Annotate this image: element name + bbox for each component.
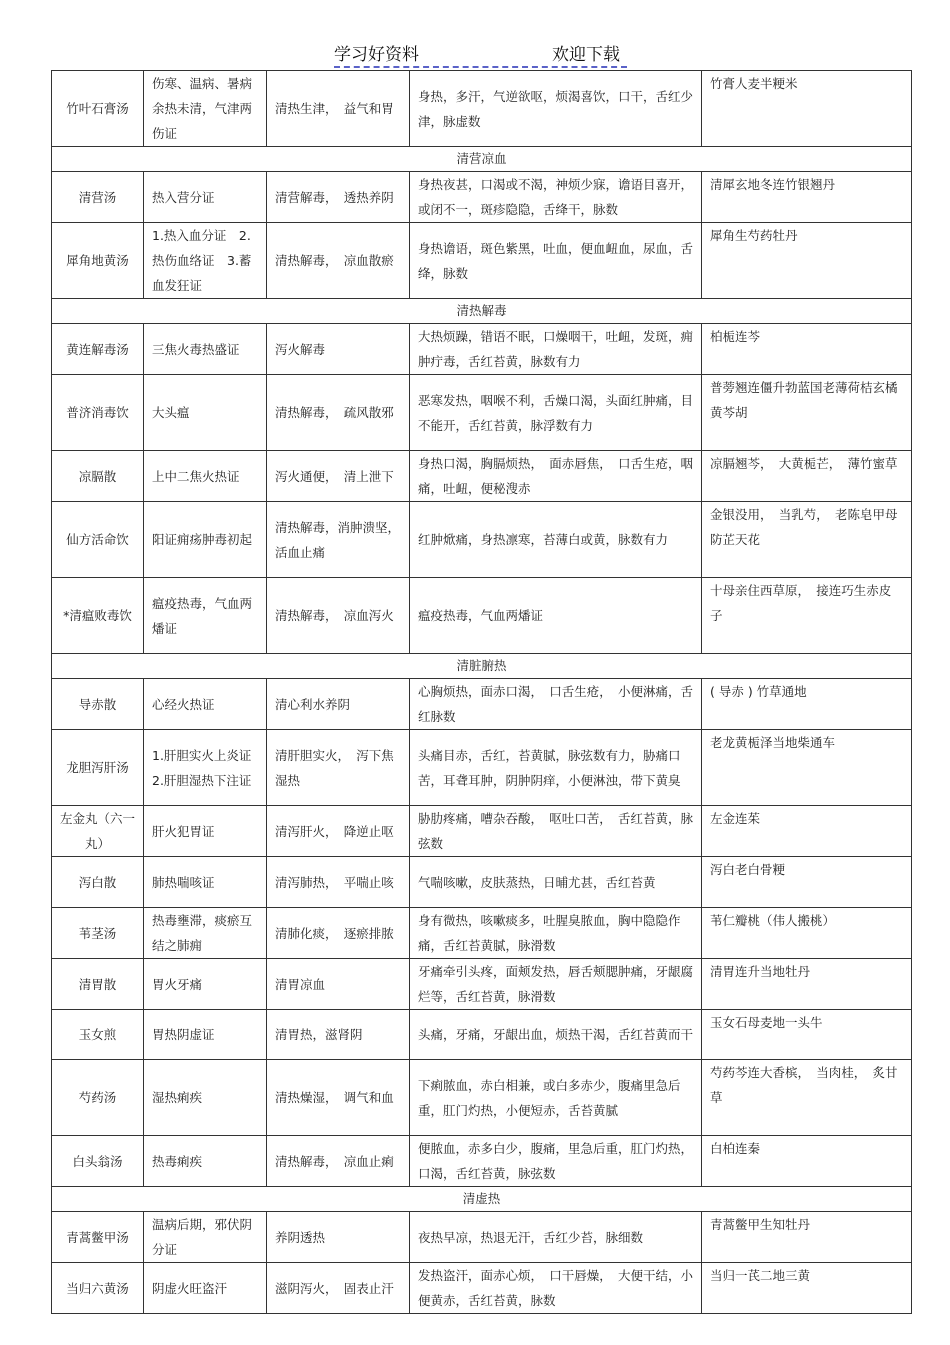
- mnemonic-cell: 十母亲住西草原， 接连巧生赤皮子: [702, 578, 912, 654]
- symptoms-cell: 大热烦躁，错语不眠，口燥咽干，吐衄，发斑，痈肿疔毒，舌红苔黄，脉数有力: [410, 324, 702, 375]
- symptoms-cell: 气喘咳嗽，皮肤蒸热，日晡尤甚，舌红苔黄: [410, 857, 702, 908]
- symptoms-cell: 身热口渴，胸膈烦热， 面赤唇焦， 口舌生疮，咽痛，吐衄，便秘溲赤: [410, 451, 702, 502]
- table-row: [52, 578, 912, 654]
- indication-cell: 胃火牙痛: [144, 959, 267, 1010]
- mnemonic-cell: 当归一芪二地三黄: [702, 1263, 912, 1314]
- formula-name-cell: 犀角地黄汤: [52, 223, 144, 299]
- table-row: [52, 806, 912, 857]
- effect-cell: 养阴透热: [267, 1212, 410, 1263]
- table-row: [52, 1060, 912, 1136]
- mnemonic-cell: 竹膏人麦半粳米: [702, 71, 912, 147]
- symptoms-cell: 身有微热，咳嗽痰多，吐腥臭脓血，胸中隐隐作痛，舌红苔黄腻，脉滑数: [410, 908, 702, 959]
- section-title: 清脏腑热: [52, 654, 912, 679]
- mnemonic-cell: 白柏连秦: [702, 1136, 912, 1187]
- effect-cell: 清泻肺热， 平喘止咳: [267, 857, 410, 908]
- indication-cell: 阳证痈疡肿毒初起: [144, 502, 267, 578]
- formula-name-cell: 黄连解毒汤: [52, 324, 144, 375]
- symptoms-cell: 身热，多汗，气逆欲呕，烦渴喜饮，口干，舌红少津，脉虚数: [410, 71, 702, 147]
- symptoms-cell: 头痛，牙痛，牙龈出血，烦热干渴，舌红苔黄而干: [410, 1010, 702, 1060]
- effect-cell: 泻火通便， 清上泄下: [267, 451, 410, 502]
- indication-cell: 上中二焦火热证: [144, 451, 267, 502]
- mnemonic-cell: ( 导赤 ) 竹草通地: [702, 679, 912, 730]
- indication-cell: 心经火热证: [144, 679, 267, 730]
- mnemonic-cell: 清犀玄地冬连竹银翘丹: [702, 172, 912, 223]
- table-row: [52, 1212, 912, 1263]
- effect-cell: 清胃凉血: [267, 959, 410, 1010]
- mnemonic-cell: 清胃连升当地牡丹: [702, 959, 912, 1010]
- mnemonic-cell: 泻白老白骨粳: [702, 857, 912, 908]
- section-title: 清虚热: [52, 1187, 912, 1212]
- effect-cell: 滋阴泻火， 固表止汗: [267, 1263, 410, 1314]
- formula-name-cell: 白头翁汤: [52, 1136, 144, 1187]
- indication-cell: 三焦火毒热盛证: [144, 324, 267, 375]
- symptoms-cell: 红肿焮痛，身热凛寒，苔薄白或黄，脉数有力: [410, 502, 702, 578]
- effect-cell: 清热生津， 益气和胃: [267, 71, 410, 147]
- mnemonic-cell: 凉膈翘芩， 大黄栀芒， 薄竹蜜草: [702, 451, 912, 502]
- section-row: [52, 299, 912, 324]
- symptoms-cell: 身热夜甚，口渴或不渴，神烦少寐，谵语目喜开，或闭不一，斑疹隐隐，舌绛干，脉数: [410, 172, 702, 223]
- effect-cell: 清肝胆实火， 泻下焦湿热: [267, 730, 410, 806]
- effect-cell: 清肺化痰， 逐瘀排脓: [267, 908, 410, 959]
- mnemonic-cell: 金银没用， 当乳芍， 老陈皂甲母防芷天花: [702, 502, 912, 578]
- indication-cell: 阴虚火旺盗汗: [144, 1263, 267, 1314]
- mnemonic-cell: 青蒿鳖甲生知牡丹: [702, 1212, 912, 1263]
- table-row: [52, 730, 912, 806]
- symptoms-cell: 身热谵语，斑色紫黑，吐血，便血衄血，尿血，舌绛，脉数: [410, 223, 702, 299]
- effect-cell: 清热燥湿， 调气和血: [267, 1060, 410, 1136]
- effect-cell: 清热解毒， 凉血泻火: [267, 578, 410, 654]
- effect-cell: 清营解毒， 透热养阴: [267, 172, 410, 223]
- section-title: 清热解毒: [52, 299, 912, 324]
- symptoms-cell: 头痛目赤，舌红，苔黄腻，脉弦数有力，胁痛口苦，耳聋耳肿，阴肿阴痒，小便淋浊，带下黄臭: [410, 730, 702, 806]
- table-row: [52, 71, 912, 147]
- formula-name-cell: 青蒿鳖甲汤: [52, 1212, 144, 1263]
- effect-cell: 清热解毒， 疏风散邪: [267, 375, 410, 451]
- effect-cell: 清热解毒，消肿溃坚，活血止痛: [267, 502, 410, 578]
- effect-cell: 泻火解毒: [267, 324, 410, 375]
- formula-name-cell: 芍药汤: [52, 1060, 144, 1136]
- table-row: [52, 857, 912, 908]
- formula-name-cell: 当归六黄汤: [52, 1263, 144, 1314]
- effect-cell: 清心利水养阴: [267, 679, 410, 730]
- effect-cell: 清胃热，滋肾阴: [267, 1010, 410, 1060]
- indication-cell: 热毒痢疾: [144, 1136, 267, 1187]
- formula-name-cell: 泻白散: [52, 857, 144, 908]
- indication-cell: 大头瘟: [144, 375, 267, 451]
- formula-name-cell: 苇茎汤: [52, 908, 144, 959]
- formula-name-cell: 普济消毒饮: [52, 375, 144, 451]
- symptoms-cell: 下痢脓血，赤白相兼，或白多赤少，腹痛里急后重，肛门灼热，小便短赤，舌苔黄腻: [410, 1060, 702, 1136]
- symptoms-cell: 恶寒发热，咽喉不利，舌燥口渴，头面红肿痛，目不能开，舌红苔黄，脉浮数有力: [410, 375, 702, 451]
- indication-cell: 瘟疫热毒，气血两燔证: [144, 578, 267, 654]
- formula-name-cell: 玉女煎: [52, 1010, 144, 1060]
- indication-cell: 1.热入血分证 2.热伤血络证 3.蓄血发狂证: [144, 223, 267, 299]
- table-row: [52, 679, 912, 730]
- header-right-text: 欢迎下载: [552, 45, 620, 65]
- indication-cell: 肝火犯胃证: [144, 806, 267, 857]
- indication-cell: 肺热喘咳证: [144, 857, 267, 908]
- symptoms-cell: 牙痛牵引头疼，面颊发热，唇舌颊腮肿痛，牙龈腐烂等，舌红苔黄，脉滑数: [410, 959, 702, 1010]
- indication-cell: 伤寒、温病、暑病余热未清，气津两伤证: [144, 71, 267, 147]
- symptoms-cell: 心胸烦热，面赤口渴， 口舌生疮， 小便淋痛，舌红脉数: [410, 679, 702, 730]
- formula-name-cell: 龙胆泻肝汤: [52, 730, 144, 806]
- effect-cell: 清热解毒， 凉血散瘀: [267, 223, 410, 299]
- header-underline: [334, 66, 627, 68]
- formula-name-cell: 竹叶石膏汤: [52, 71, 144, 147]
- formula-name-cell: 凉膈散: [52, 451, 144, 502]
- mnemonic-cell: 左金连茱: [702, 806, 912, 857]
- effect-cell: 清泻肝火， 降逆止呕: [267, 806, 410, 857]
- section-title: 清营凉血: [52, 147, 912, 172]
- table-row: [52, 502, 912, 578]
- table-row: [52, 375, 912, 451]
- table-row: [52, 172, 912, 223]
- mnemonic-cell: 柏栀连芩: [702, 324, 912, 375]
- indication-cell: 1.肝胆实火上炎证 2.肝胆湿热下注证: [144, 730, 267, 806]
- symptoms-cell: 发热盗汗，面赤心烦， 口干唇燥， 大便干结，小便黄赤，舌红苔黄，脉数: [410, 1263, 702, 1314]
- table-row: [52, 1010, 912, 1060]
- symptoms-cell: 便脓血，赤多白少，腹痛，里急后重，肛门灼热，口渴，舌红苔黄，脉弦数: [410, 1136, 702, 1187]
- mnemonic-cell: 老龙黄栀泽当地柴通车: [702, 730, 912, 806]
- mnemonic-cell: 犀角生芍药牡丹: [702, 223, 912, 299]
- formula-name-cell: 左金丸（六一丸）: [52, 806, 144, 857]
- formula-name-cell: 清胃散: [52, 959, 144, 1010]
- indication-cell: 湿热痢疾: [144, 1060, 267, 1136]
- formula-name-cell: 清营汤: [52, 172, 144, 223]
- indication-cell: 胃热阴虚证: [144, 1010, 267, 1060]
- symptoms-cell: 瘟疫热毒，气血两燔证: [410, 578, 702, 654]
- formula-name-cell: 仙方活命饮: [52, 502, 144, 578]
- header-left-text: 学习好资料: [334, 45, 419, 65]
- mnemonic-cell: 普蒡翘连僵升勃蓝国老薄荷桔玄橘黄芩胡: [702, 375, 912, 451]
- table-row: [52, 1136, 912, 1187]
- formula-name-cell: *清瘟败毒饮: [52, 578, 144, 654]
- effect-cell: 清热解毒， 凉血止痢: [267, 1136, 410, 1187]
- formula-table-body: [52, 71, 912, 1314]
- table-row: [52, 223, 912, 299]
- section-row: [52, 1187, 912, 1212]
- indication-cell: 温病后期，邪伏阴分证: [144, 1212, 267, 1263]
- section-row: [52, 654, 912, 679]
- mnemonic-cell: 芍药芩连大香槟， 当肉桂， 炙甘草: [702, 1060, 912, 1136]
- indication-cell: 热毒壅滞，痰瘀互结之肺痈: [144, 908, 267, 959]
- indication-cell: 热入营分证: [144, 172, 267, 223]
- symptoms-cell: 夜热早凉，热退无汗，舌红少苔，脉细数: [410, 1212, 702, 1263]
- table-row: [52, 451, 912, 502]
- table-row: [52, 324, 912, 375]
- table-row: [52, 959, 912, 1010]
- table-row: [52, 908, 912, 959]
- section-row: [52, 147, 912, 172]
- mnemonic-cell: 苇仁瓣桃（伟人搬桃）: [702, 908, 912, 959]
- mnemonic-cell: 玉女石母麦地一头牛: [702, 1010, 912, 1060]
- symptoms-cell: 胁肋疼痛，嘈杂吞酸， 呕吐口苦， 舌红苔黄，脉弦数: [410, 806, 702, 857]
- formula-table: [51, 70, 912, 1314]
- formula-name-cell: 导赤散: [52, 679, 144, 730]
- table-row: [52, 1263, 912, 1314]
